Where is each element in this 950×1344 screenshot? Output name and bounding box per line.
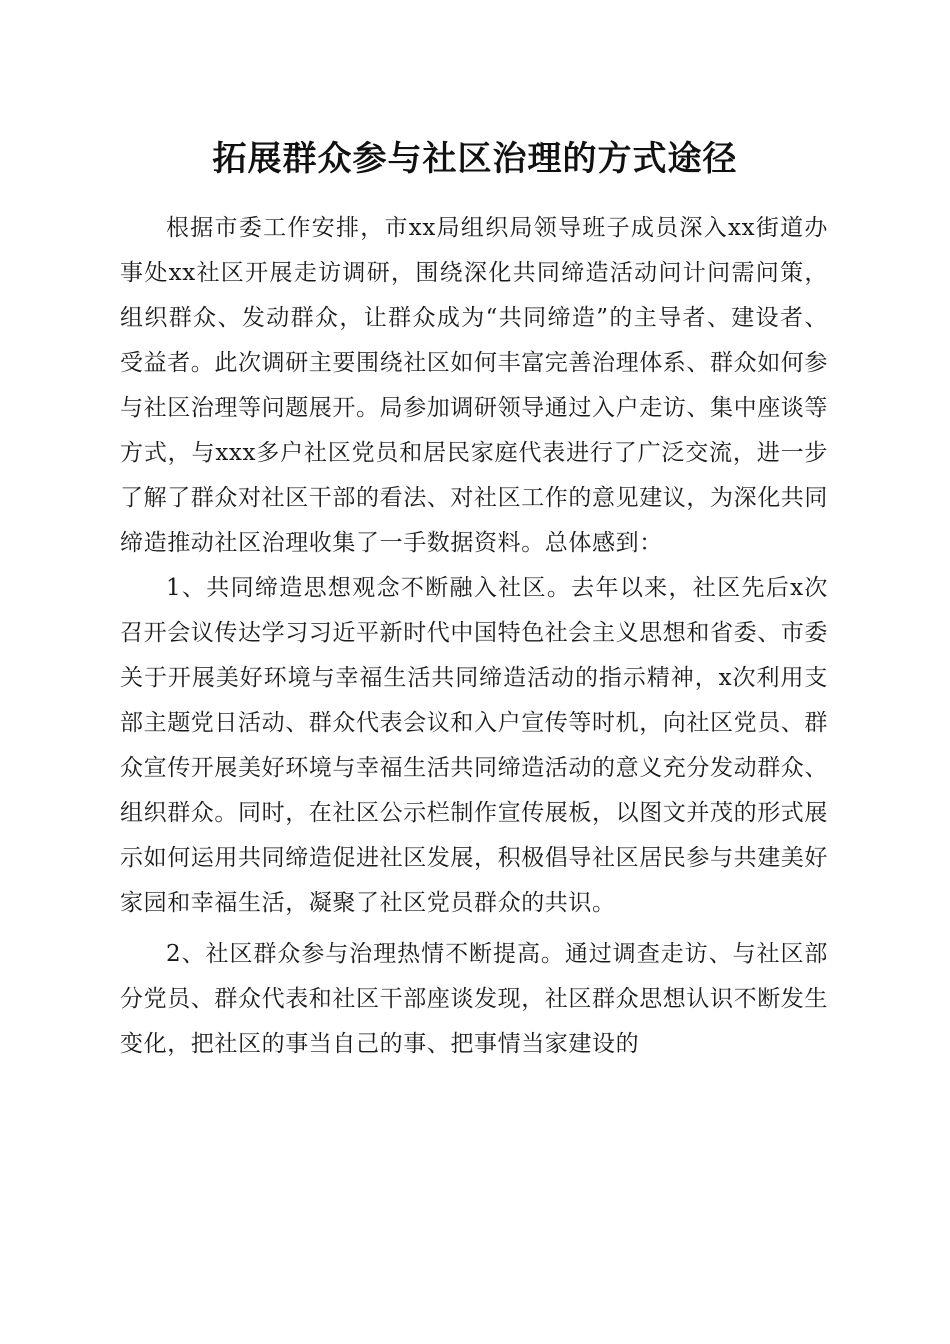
paragraph-point-2: 2、社区群众参与治理热情不断提高。通过调查走访、与社区部分党员、群众代表和社区干部座谈发现，社区群众思想认识不断发生变化，把社区的事当自己的事、把事情当家建设的 xyxy=(120,941,828,1057)
paragraph-intro: 根据市委工作安排，市xx局组织局领导班子成员深入xx街道办事处xx社区开展走访调研，围绕深化共同缔造活动问计问需问策，组织群众、发动群众，让群众成为“共同缔造”的主导者、建设者、受益者。此次调研主要围绕社区如何丰富完善治理体系、群众如何参与社区治理等问题展开。局参加调研领导通过入户走访、集中座谈等方式，与xxx多户社区党员和居民家庭代表进行了广泛交流，进一步了解了群众对社区干部的看法、对社区工作的意见建议，为深化共同缔造推动社区治理收集了一手数据资料。总体感到： xyxy=(120,215,828,556)
document-title: 拓展群众参与社区治理的方式途径 xyxy=(212,139,738,179)
document-body xyxy=(120,206,828,1067)
paragraph-point-1: 1、共同缔造思想观念不断融入社区。去年以来，社区先后x次召开会议传达学习习近平新时代中国特色社会主义思想和省委、市委关于开展美好环境与幸福生活共同缔造活动的指示精神，x次利用支部主题党日活动、群众代表会议和入户宣传等时机，向社区党员、群众宣传开展美好环境与幸福生活共同缔造活动的意义充分发动群众、组织群众。同时，在社区公示栏制作宣传展板，以图文并茂的形式展示如何运用共同缔造促进社区发展，积极倡导社区居民参与共建美好家园和幸福生活，凝聚了社区党员群众的共识。 xyxy=(120,575,828,916)
